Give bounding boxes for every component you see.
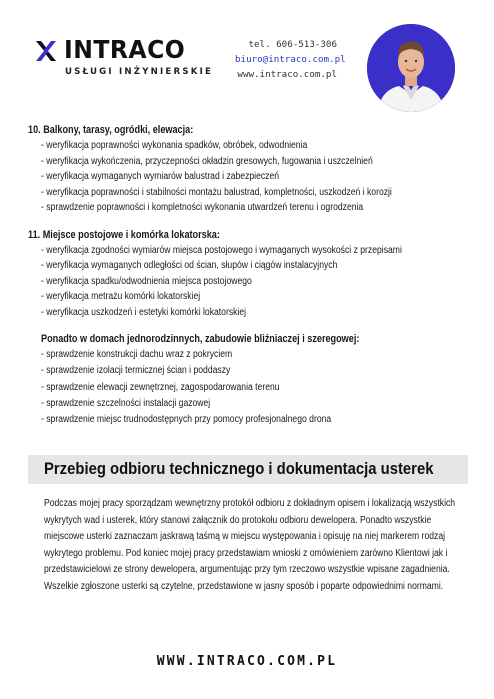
process-heading: Przebieg odbioru technicznego i dokumentacja usterek (44, 460, 434, 478)
list-item: - sprawdzenie miejsc trudnodostępnych przy pomocy profesjonalnego drona (41, 414, 332, 426)
list-item: - sprawdzenie konstrukcji dachu wraz z pokryciem (41, 349, 233, 360)
paragraph-line: miejscowe usterki zaznaczam jaskrawą taśmą w miejscu występowania i opisuję na niej markerem rodzaj (44, 531, 446, 542)
list-item: - weryfikacja poprawności i stabilności montażu balustrad, kompletności, uszkodzeń i korozji (41, 186, 392, 198)
paragraph-line: wykrytego problemu. Pod koniec mojej pracy przedstawiam wnioski z omówieniem zarówno Klientowi jak i (44, 547, 448, 559)
list-item: - sprawdzenie izolacji termicznej ścian i poddaszy (41, 365, 231, 377)
x-logo-icon (34, 39, 58, 63)
phone-number: tel. 606-513-306 (248, 39, 337, 50)
list-item: - weryfikacja uszkodzeń i estetyki komórki lokatorskiej (41, 306, 247, 318)
section-11-title: 11. Miejsce postojowe i komórka lokatorska: (28, 228, 220, 241)
list-item: - weryfikacja zgodności wymiarów miejsca postojowego i wymaganych wysokości z przepisami (41, 244, 402, 256)
list-item: - weryfikacja metrażu komórki lokatorskiej (41, 291, 201, 302)
intraco-logo (34, 37, 214, 81)
section-10-title: 10. Balkony, tarasy, ogródki, elewacja: (28, 124, 194, 136)
list-item: - weryfikacja wymaganych wymiarów balustrad i zabezpieczeń (41, 171, 280, 182)
paragraph-line: wykrytych wad i usterek, który stanowi załącznik do protokołu odbioru dewelopera. Ponadto wszystkie (44, 514, 432, 526)
list-item: - sprawdzenie poprawności i kompletności wykonania utwardzeń terenu i ogrodzenia (41, 202, 364, 213)
section-11-list (28, 243, 468, 321)
services-list (28, 123, 468, 428)
brand-name: INTRACO (64, 35, 186, 64)
list-item: - weryfikacja wymaganych odległości od ścian, słupów i ciągów instalacyjnych (41, 260, 338, 271)
profile-photo (367, 24, 455, 112)
paragraph-line: przedstawicielowi ze strony dewelopera, argumentując przy tym rzeczowo wszystkie wpisane zagadnienia. (44, 564, 450, 575)
email-link[interactable]: biuro@intraco.com.pl (235, 54, 346, 65)
list-item: - weryfikacja spadku/odwodnienia miejsca postojowego (41, 275, 252, 287)
list-item: - weryfikacja poprawności wykonania spadków, obróbek, odwodnienia (41, 140, 308, 151)
paragraph-line: Wszelkie zgłoszone usterki są czytelne, przedstawione w jasny sposób i poparte odpowiednimi normami. (44, 580, 444, 592)
website-link[interactable]: www.intraco.com.pl (237, 69, 337, 80)
houses-section-title: Ponadto w domach jednorodzinnych, zabudowie bliźniaczej i szeregowej: (41, 333, 360, 345)
list-item: - weryfikacja wykończenia, przyczepności okładzin gresowych, fugowania i uszczelnień (41, 155, 373, 167)
footer-website-link[interactable]: WWW.INTRACO.COM.PL (156, 654, 338, 669)
process-paragraph (44, 496, 467, 595)
houses-section-list (28, 347, 468, 428)
paragraph-line: Podczas mojej pracy sporządzam wewnętrzny protokół odbioru z dokładnym opisem i lokalizacją wszystkich (44, 498, 456, 509)
list-item: - sprawdzenie elewacji zewnętrznej, zagospodarowania terenu (41, 381, 280, 393)
list-item: - sprawdzenie szczelności instalacji gazowej (41, 397, 211, 409)
person-portrait-icon (367, 24, 455, 112)
section-10-list (28, 138, 468, 216)
contact-block (235, 37, 346, 82)
brand-tagline: USŁUGI INŻYNIERSKIE (65, 67, 214, 77)
